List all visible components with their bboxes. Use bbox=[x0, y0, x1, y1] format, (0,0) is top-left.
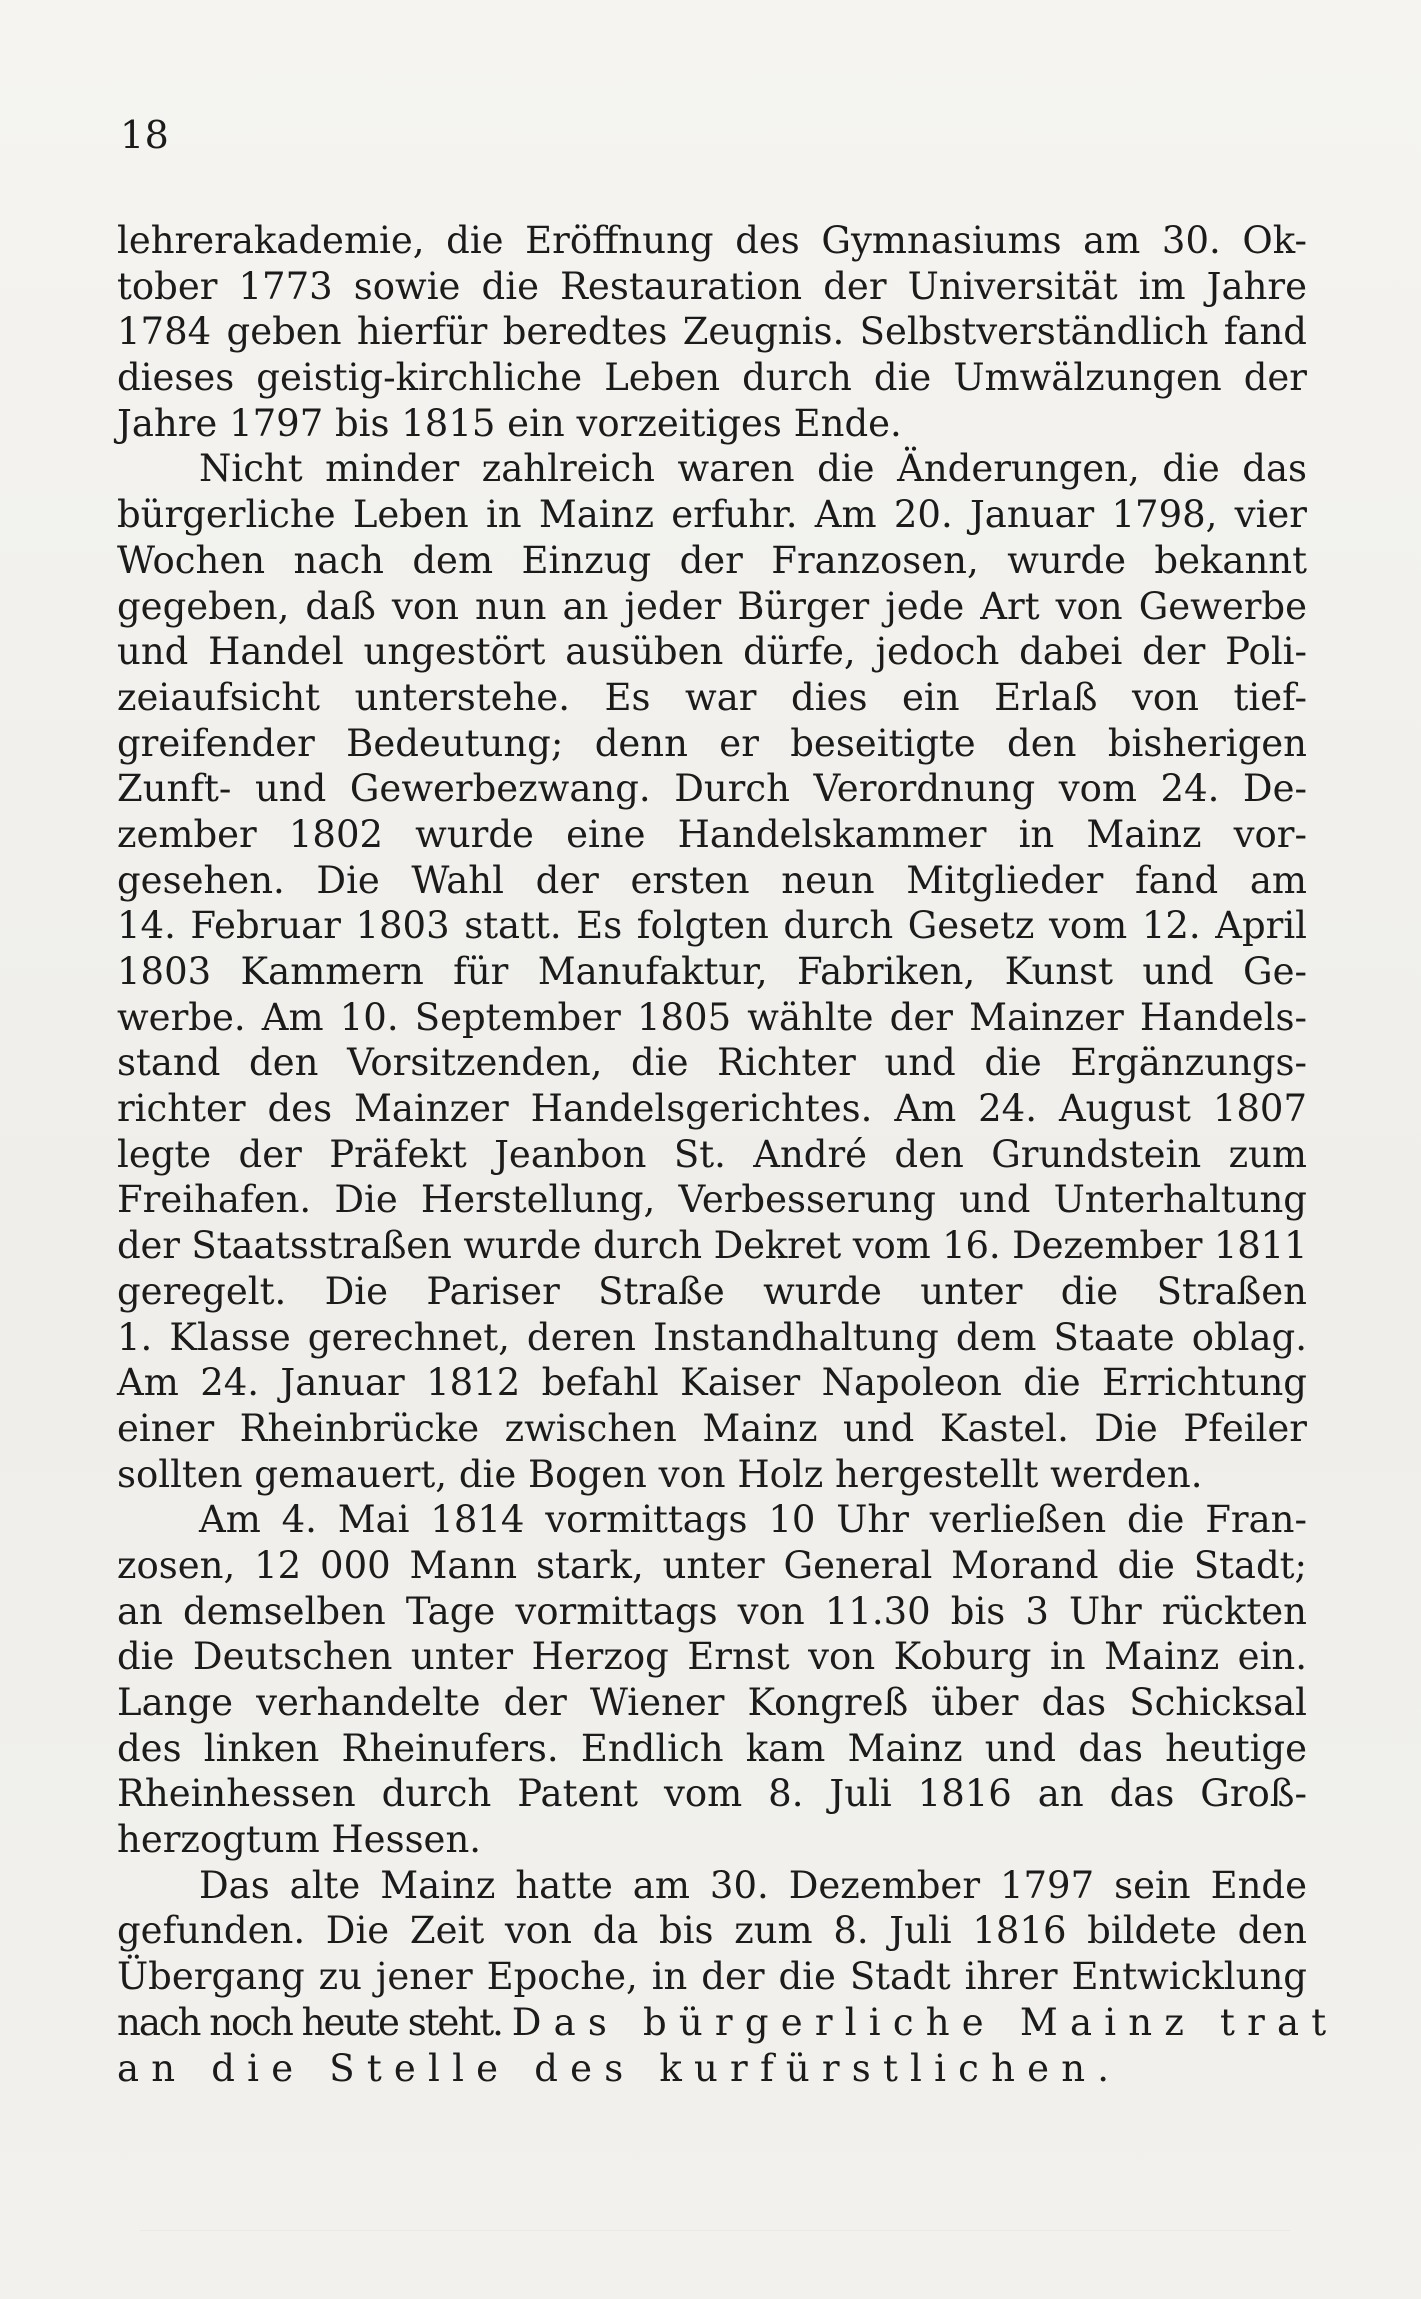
text-line: sollten gemauert, die Bogen von Holz hergestellt werden. bbox=[117, 1452, 1203, 1496]
text-line: gegeben, daß von nun an jeder Bürger jede Art von Gewerbe bbox=[117, 584, 1307, 628]
text-line-spaced: an die Stelle des kurfürstlichen. bbox=[117, 2046, 1122, 2090]
text-line: werbe. Am 10. September 1805 wählte der Mainzer Handels- bbox=[117, 995, 1307, 1039]
text-line: stand den Vorsitzenden, die Richter und die Ergänzungs- bbox=[117, 1041, 1307, 1085]
text-line: 1803 Kammern für Manufaktur, Fabriken, Kunst und Ge- bbox=[117, 950, 1307, 993]
text-line: die Deutschen unter Herzog Ernst von Koburg in Mainz ein. bbox=[117, 1635, 1307, 1679]
text-line: zember 1802 wurde eine Handelskammer in Mainz vor- bbox=[117, 812, 1307, 856]
text-line: 14. Februar 1803 statt. Es folgten durch Gesetz vom 12. April bbox=[117, 904, 1307, 948]
bleed-through-shadow bbox=[140, 2230, 1290, 2231]
text-line: tober 1773 sowie die Restauration der Universität im Jahre bbox=[117, 264, 1307, 308]
body-text bbox=[117, 218, 1339, 2091]
text-line: Rheinhessen durch Patent vom 8. Juli 1816 an das Groß- bbox=[117, 1772, 1307, 1816]
text-line: des linken Rheinufers. Endlich kam Mainz und das heutige bbox=[117, 1726, 1307, 1770]
text-line: legte der Präfekt Jeanbon St. André den Grundstein zum bbox=[117, 1132, 1307, 1176]
text-line bbox=[117, 2000, 1339, 2046]
text-line: 1. Klasse gerechnet, deren Instandhaltung dem Staate oblag. bbox=[117, 1315, 1307, 1359]
text-line: gesehen. Die Wahl der ersten neun Mitglieder fand am bbox=[117, 858, 1307, 902]
text-line: zosen, 12 000 Mann stark, unter General Morand die Stadt; bbox=[117, 1543, 1307, 1587]
text-line: greifender Bedeutung; denn er beseitigte den bisherigen bbox=[117, 721, 1307, 765]
text-line: Das alte Mainz hatte am 30. Dezember 1797 sein Ende bbox=[199, 1863, 1307, 1907]
text-line: geregelt. Die Pariser Straße wurde unter die Straßen bbox=[117, 1269, 1307, 1313]
text-line: 1784 geben hierfür beredtes Zeugnis. Selbstverständlich fand bbox=[117, 310, 1307, 354]
page-number: 18 bbox=[120, 113, 170, 157]
text-line: der Staatsstraßen wurde durch Dekret vom 16. Dezember 1811 bbox=[117, 1224, 1308, 1268]
text-line-normal-part: nach noch heute steht. bbox=[117, 2000, 502, 2044]
text-line: Zunft- und Gewerbezwang. Durch Verordnung vom 24. De- bbox=[117, 767, 1307, 811]
text-line: Übergang zu jener Epoche, in der die Stadt ihrer Entwicklung bbox=[117, 1955, 1307, 1999]
text-line: Wochen nach dem Einzug der Franzosen, wurde bekannt bbox=[117, 538, 1307, 582]
text-line: und Handel ungestört ausüben dürfe, jedoch dabei der Poli- bbox=[117, 630, 1307, 674]
text-line: herzogtum Hessen. bbox=[117, 1818, 482, 1862]
text-line: gefunden. Die Zeit von da bis zum 8. Juli 1816 bildete den bbox=[117, 1909, 1307, 1953]
text-line: Nicht minder zahlreich waren die Änderungen, die das bbox=[199, 447, 1307, 491]
text-line: Am 24. Januar 1812 befahl Kaiser Napoleon die Errichtung bbox=[117, 1361, 1307, 1405]
text-line-spaced-part: Das bürgerliche Mainz trat bbox=[511, 2000, 1339, 2044]
text-line: bürgerliche Leben in Mainz erfuhr. Am 20. Januar 1798, vier bbox=[117, 493, 1307, 537]
text-line: dieses geistig-kirchliche Leben durch die Umwälzungen der bbox=[117, 356, 1307, 400]
text-line: lehrerakademie, die Eröffnung des Gymnasiums am 30. Ok- bbox=[117, 219, 1307, 262]
text-line: Am 4. Mai 1814 vormittags 10 Uhr verließen die Fran- bbox=[199, 1498, 1307, 1542]
text-line: Lange verhandelte der Wiener Kongreß über das Schicksal bbox=[117, 1681, 1307, 1724]
text-line: zeiaufsicht unterstehe. Es war dies ein Erlaß von tief- bbox=[117, 675, 1307, 719]
text-line: an demselben Tage vormittags von 11.30 bis 3 Uhr rückten bbox=[117, 1589, 1307, 1633]
text-line: einer Rheinbrücke zwischen Mainz und Kastel. Die Pfeiler bbox=[117, 1406, 1307, 1450]
text-line: richter des Mainzer Handelsgerichtes. Am 24. August 1807 bbox=[117, 1087, 1307, 1131]
text-line: Jahre 1797 bis 1815 ein vorzeitiges Ende. bbox=[117, 401, 902, 445]
text-line: Freihafen. Die Herstellung, Verbesserung und Unterhaltung bbox=[117, 1178, 1307, 1222]
